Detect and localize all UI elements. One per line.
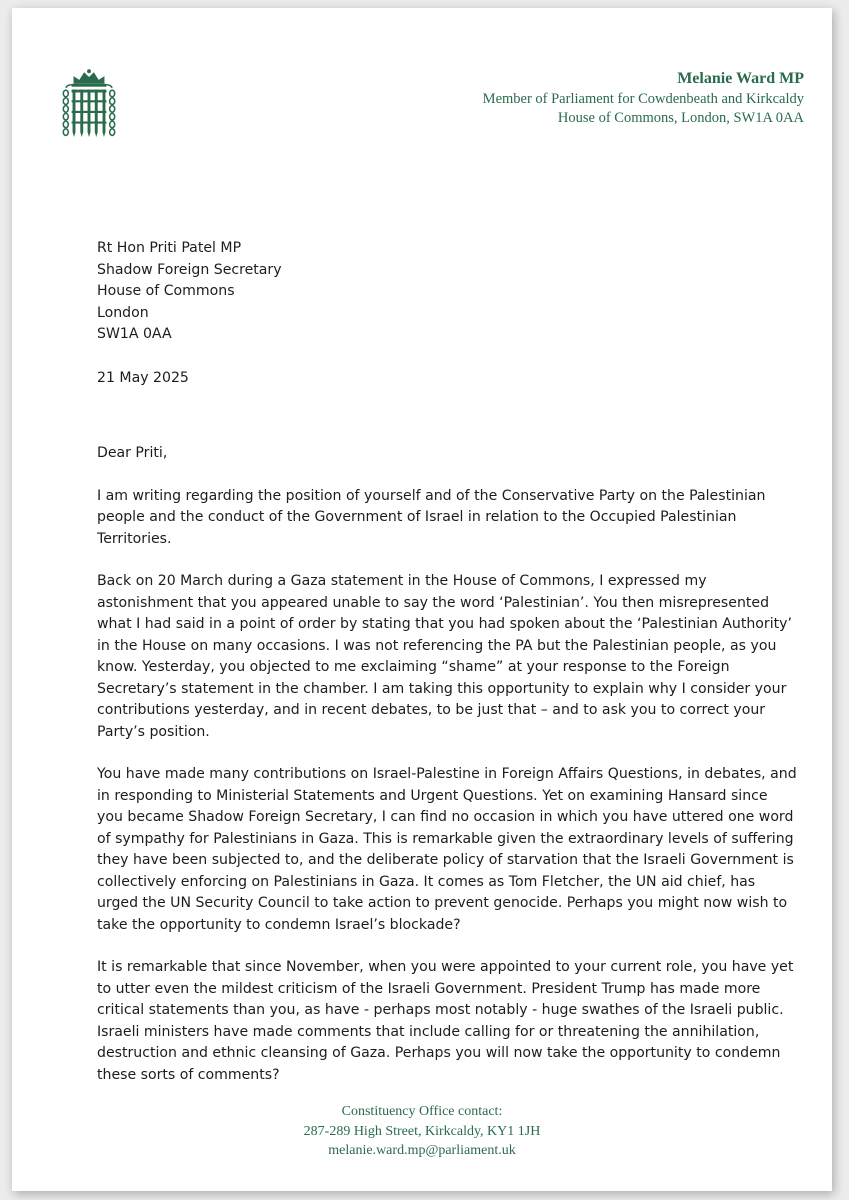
salutation: Dear Priti, [97, 445, 168, 461]
footer-heading: Constituency Office contact: [341, 1104, 503, 1119]
sender-address: House of Commons, London, SW1A 0AA [557, 110, 804, 126]
footer-contact [12, 1102, 832, 1161]
recipient-line: London [97, 304, 149, 321]
footer-email[interactable]: melanie.ward.mp@parliament.uk [328, 1143, 516, 1158]
recipient-line: Rt Hon Priti Patel MP [97, 240, 242, 256]
sender-name: Melanie Ward MP [677, 70, 804, 87]
body-paragraph: You have made many contributions on Israel-Palestine in Foreign Affairs Questions, in debates, and in responding to Ministerial Statements and Urgent Questions. Yet on examining Hansard since you became Shadow Foreign Secretary, I can find no occasion in which you have uttered one word of sympathy for Palestinians in Gaza. This is remarkable given the extraordinary levels of suffering they have been subjected to, and the deliberate policy of starvation that the Israeli Government is collectively enforcing on Palestinians in Gaza. It comes as Tom Fletcher, the UN aid chief, has urged the UN Security Council to take action to prevent genocide. Perhaps you might now wish to take the opportunity to condemn Israel’s blockade? [97, 766, 797, 933]
footer-address: 287-289 High Street, Kirkcaldy, KY1 1JH [303, 1123, 541, 1139]
letter-body [97, 238, 797, 1086]
recipient-line: House of Commons [97, 283, 235, 299]
letter-date: 21 May 2025 [97, 369, 189, 386]
letter-page [12, 8, 832, 1191]
letterhead [364, 68, 804, 128]
body-paragraph: It is remarkable that since November, when you were appointed to your current role, you have yet to utter even the mildest criticism of the Israeli Government. President Trump has made more critical statements than you, as have - perhaps most notably - huge swathes of the Israeli public. Israeli ministers have made comments that include calling for or threatening the annihilation, destruction and ethnic cleansing of Gaza. Perhaps you will now take the opportunity to condemn these sorts of comments? [97, 959, 794, 1083]
recipient-address [97, 238, 797, 346]
recipient-line: SW1A 0AA [97, 326, 172, 342]
portcullis-icon [60, 68, 118, 146]
sender-constituency: Member of Parliament for Cowdenbeath and Kirkcaldy [482, 91, 804, 107]
recipient-line: Shadow Foreign Secretary [97, 261, 282, 278]
body-paragraph: Back on 20 March during a Gaza statement in the House of Commons, I expressed my astonishment that you appeared unable to say the word ‘Palestinian’. You then misrepresented what I had said in a point of order by stating that you had spoken about the ‘Palestinian Authority’ in the House on many occasions. I was not referencing the PA but the Palestinian people, as you know. Yesterday, you objected to me exclaiming “shame” at your response to the Foreign Secretary’s statement in the chamber. I am taking this opportunity to explain why I consider your contributions yesterday, and in recent debates, to be just that – and to ask you to correct your Party’s position. [97, 573, 792, 740]
body-paragraph: I am writing regarding the position of yourself and of the Conservative Party on the Palestinian people and the conduct of the Government of Israel in relation to the Occupied Palestinian Territories. [97, 487, 766, 547]
